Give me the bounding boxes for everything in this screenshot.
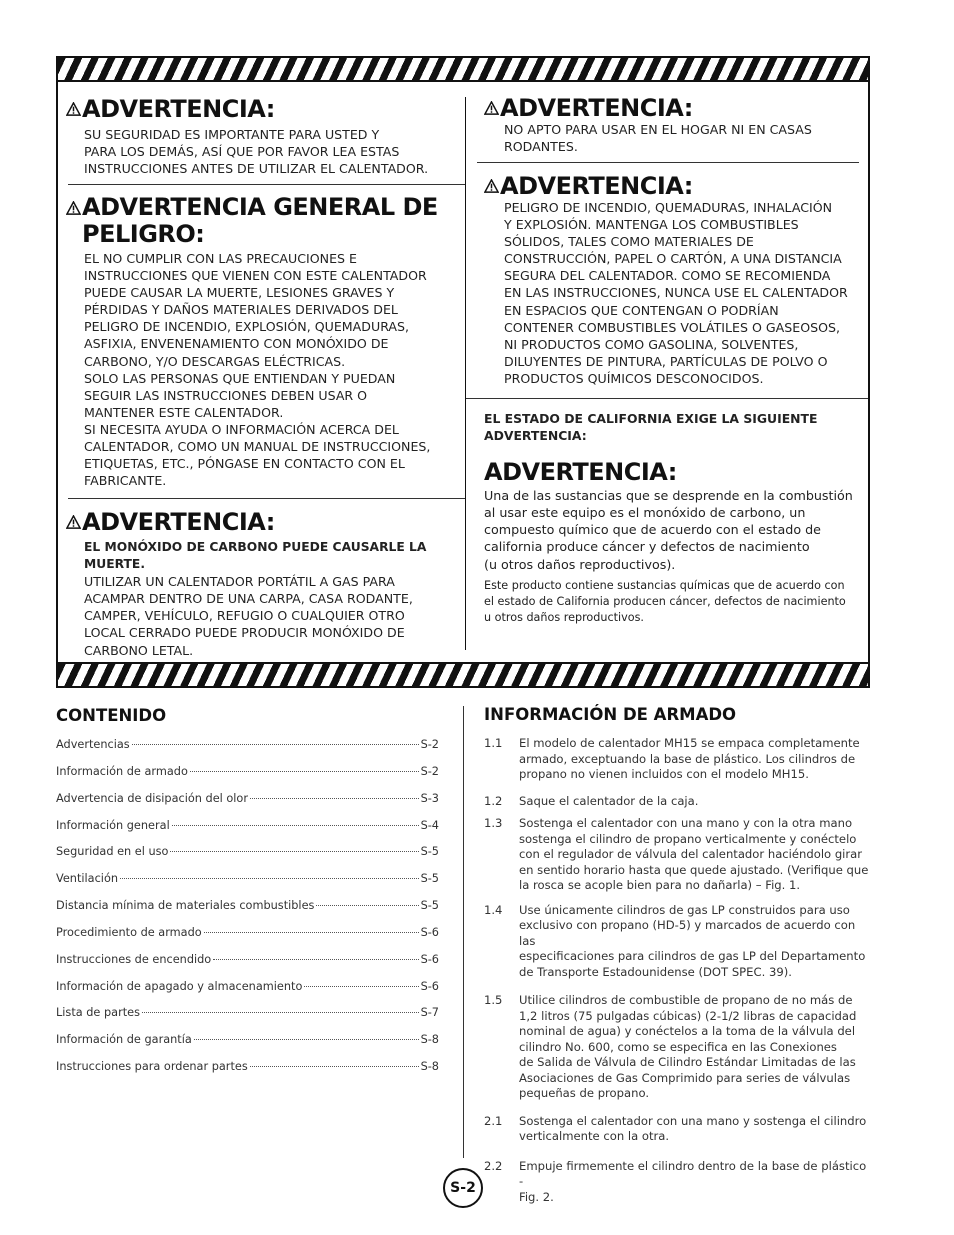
- step-text: Use únicamente cilindros de gas LP construidos para uso exclusivo con propano (HD-5) y marcados de acuerdo con las especificaciones para cilindros de gas LP del Departamento de Transporte Estadounidense (DOT SPEC. 39).: [519, 902, 866, 979]
- toc-item-page: S-6: [420, 925, 439, 939]
- toc-item-page: S-3: [420, 791, 439, 805]
- warning-title: ADVERTENCIA:: [484, 458, 677, 487]
- toc-item-page: S-2: [420, 738, 439, 751]
- toc-item[interactable]: [56, 1006, 439, 1033]
- toc-item-page: S-2: [420, 764, 439, 778]
- divider: [466, 398, 868, 399]
- toc-item-page: S-5: [420, 845, 439, 859]
- toc-item-page: S-7: [420, 1006, 439, 1020]
- toc-leader-dots: [142, 1012, 419, 1013]
- toc-leader-dots: [304, 986, 418, 987]
- warning-not-home: [484, 95, 864, 155]
- step-number: 1.2: [484, 793, 503, 808]
- toc-item[interactable]: [56, 926, 439, 953]
- toc-leader-dots: [194, 1039, 419, 1040]
- toc-item-page: S-8: [420, 1060, 439, 1074]
- toc-item-label: Información de armado: [56, 764, 188, 778]
- toc-leader-dots: [213, 959, 418, 960]
- california-small-text: Este producto contiene sustancias químicas que de acuerdo con el estado de California producen cáncer, defectos de nacimiento u otros daños reproductivos.: [484, 578, 846, 624]
- page-number-badge: S-2: [443, 1168, 483, 1208]
- toc-item[interactable]: [56, 953, 439, 980]
- warning-triangle-icon: [484, 179, 499, 193]
- california-notice: EL ESTADO DE CALIFORNIA EXIGE LA SIGUIENTE ADVERTENCIA:: [484, 411, 818, 444]
- assembly-steps: [484, 736, 874, 1205]
- step-number: 2.1: [484, 1113, 503, 1128]
- toc-leader-dots: [204, 932, 419, 933]
- toc-item[interactable]: [56, 872, 439, 899]
- toc-item-label: Lista de partes: [56, 1006, 140, 1020]
- step-text: Saque el calentador de la caja.: [519, 793, 699, 808]
- toc-item-page: S-6: [420, 979, 439, 993]
- warning-text: PELIGRO DE INCENDIO, QUEMADURAS, INHALACIÓN Y EXPLOSIÓN. MANTENGA LOS COMBUSTIBLES SÓLIDOS, TALES COMO MATERIALES DE CONSTRUCCIÓN, PAPEL O CARTÓN, A UNA DISTANCIA SEGURA DEL CALENTADOR. COMO SE RECOMIENDA EN LAS INSTRUCCIONES, NUNCA USE EL CALENTADOR EN ESPACIOS QUE CONTENGAN O PODRÍAN CONTENER COMBUSTIBLES VOLÁTILES O GASEOSOS, NI PRODUCTOS COMO GASOLINA, SOLVENTES, DILUYENTES DE PINTURA, PARTÍCULAS DE POLVO O PRODUCTOS QUÍMICOS DESCONOCIDOS.: [504, 200, 848, 386]
- warning-triangle-icon: [484, 101, 499, 115]
- hazard-stripe-top: [56, 56, 870, 82]
- toc-leader-dots: [172, 825, 419, 826]
- assembly-step: [484, 993, 874, 1102]
- step-text: El modelo de calentador MH15 se empaca completamente armado, exceptuando la base de plástico. Los cilindros de propano no vienen incluidos con el modelo MH15.: [519, 736, 860, 781]
- toc-item-label: Instrucciones para ordenar partes: [56, 1060, 248, 1074]
- toc-leader-dots: [132, 744, 419, 745]
- toc-item[interactable]: [56, 765, 439, 792]
- step-text: Sostenga el calentador con una mano y con la otra mano sostenga el cilindro de propano verticalmente y conéctelo con el regulador de válvula del calentador haciéndolo girar en sentido horario hasta que quede ajustado. (Verifique que la rosca se acople bien para no dañarla) – Fig. 1.: [519, 816, 869, 892]
- toc-item[interactable]: [56, 819, 439, 846]
- warning-safety: [66, 96, 462, 177]
- hazard-stripe-bottom: [56, 662, 870, 688]
- toc-item[interactable]: [56, 845, 439, 872]
- warning-general-hazard: [66, 194, 462, 489]
- toc-item-label: Información de apagado y almacenamiento: [56, 979, 303, 993]
- warning-text: SU SEGURIDAD ES IMPORTANTE PARA USTED Y PARA LOS DEMÁS, ASÍ QUE POR FAVOR LEA ESTAS INSTRUCCIONES ANTES DE UTILIZAR EL CALENTADOR.: [84, 127, 429, 177]
- toc-item-label: Advertencia de disipación del olor: [56, 791, 248, 805]
- california-text: Una de las sustancias que se desprende en la combustión al usar este equipo es el monóxido de carbono, un compuesto químico que de acuerdo con el estado de california produce cáncer y defectos de nacimiento (u otros daños reproductivos).: [484, 488, 853, 572]
- toc-item[interactable]: [56, 792, 439, 819]
- assembly-step: [484, 736, 874, 783]
- warning-title: ADVERTENCIA:: [500, 172, 693, 200]
- toc-item[interactable]: [56, 1060, 439, 1087]
- toc-item-label: Instrucciones de encendido: [56, 952, 212, 966]
- toc-leader-dots: [190, 771, 419, 772]
- toc-item-label: Ventilación: [56, 872, 119, 886]
- toc-item-label: Distancia mínima de materiales combustibles: [56, 899, 315, 913]
- warning-triangle-icon: [66, 102, 81, 116]
- toc-item-page: S-5: [420, 899, 439, 913]
- toc-leader-dots: [316, 905, 418, 906]
- column-divider: [463, 706, 464, 1158]
- toc-item-label: Información general: [56, 818, 170, 832]
- warning-text: UTILIZAR UN CALENTADOR PORTÁTIL A GAS PARA ACAMPAR DENTRO DE UNA CARPA, CASA RODANTE, CAMPER, VEHÍCULO, REFUGIO O CUALQUIER OTRO LOCAL CERRADO PUEDE PRODUCIR MONÓXIDO DE CARBONO LETAL.: [84, 574, 413, 658]
- warning-title: ADVERTENCIA GENERAL DE PELIGRO:: [82, 193, 438, 248]
- warning-text: EL NO CUMPLIR CON LAS PRECAUCIONES E INSTRUCCIONES QUE VIENEN CON ESTE CALENTADOR PUEDE CAUSAR LA MUERTE, LESIONES GRAVES Y PÉRDIDAS Y DAÑOS MATERIALES DERIVADOS DEL PELIGRO DE INCENDIO, EXPLOSIÓN, QUEMADURAS, ASFIXIA, ENVENENAMIENTO CON MONÓXIDO DE CARBONO, Y/O DESCARGAS ELÉCTRICAS. SOLO LAS PERSONAS QUE ENTIENDAN Y PUEDAN SEGUIR LAS INSTRUCCIONES DEBEN USAR O MANTENER ESTE CALENTADOR. SI NECESITA AYUDA O INFORMACIÓN ACERCA DEL CALENTADOR, COMO UN MANUAL DE INSTRUCCIONES, ETIQUETAS, ETC., PÓNGASE EN CONTACTO CON EL FABRICANTE.: [84, 251, 431, 489]
- warning-text: NO APTO PARA USAR EN EL HOGAR NI EN CASAS RODANTES.: [504, 122, 812, 155]
- warning-title: ADVERTENCIA:: [82, 95, 275, 123]
- warning-fire-hazard: [484, 173, 868, 387]
- divider: [68, 498, 465, 499]
- toc-item-page: S-4: [420, 818, 439, 832]
- toc-item-label: Advertencias: [56, 738, 130, 751]
- assembly-step: [484, 1159, 874, 1206]
- toc-item-page: S-8: [420, 1033, 439, 1047]
- warning-triangle-icon: [66, 201, 81, 215]
- step-number: 1.4: [484, 902, 503, 917]
- toc-item-label: Seguridad en el uso: [56, 845, 169, 859]
- step-number: 1.1: [484, 736, 503, 750]
- step-number: 1.5: [484, 993, 503, 1007]
- warning-column-divider: [465, 97, 466, 650]
- contents-title: CONTENIDO: [56, 706, 167, 725]
- step-text: Empuje firmemente el cilindro dentro de la base de plástico - Fig. 2.: [519, 1158, 867, 1204]
- divider: [477, 162, 859, 163]
- warning-lead: EL MONÓXIDO DE CARBONO PUEDE CAUSARLE LA MUERTE.: [84, 540, 427, 572]
- step-text: Utilice cilindros de combustible de propano de no más de 1,2 litros (75 pulgadas cúbicas) (2-1/2 libras de capacidad nominal de agua) y conéctelos a la toma de la válvula del cilindro No. 600, como se especifica en las Conexiones de Salida de Válvula de Cilindro Estándar Limitadas de las Asociaciones de Gas Comprimido para series de válvulas pequeñas de propano.: [519, 993, 857, 1100]
- step-text: Sostenga el calentador con una mano y sostenga el cilindro verticalmente con la otra.: [519, 1113, 867, 1143]
- warning-title: ADVERTENCIA:: [500, 94, 693, 122]
- assembly-title: INFORMACIÓN DE ARMADO: [484, 705, 737, 724]
- toc-leader-dots: [120, 878, 419, 879]
- assembly-step: [484, 903, 874, 981]
- assembly-step: [484, 794, 874, 810]
- step-number: 1.3: [484, 816, 503, 830]
- divider: [68, 184, 465, 185]
- warning-title: ADVERTENCIA:: [82, 508, 275, 536]
- toc-item-page: S-5: [420, 872, 439, 886]
- toc-leader-dots: [250, 1066, 419, 1067]
- california-warning: [484, 410, 868, 626]
- toc-item-label: Información de garantía: [56, 1033, 192, 1047]
- assembly-step: [484, 1114, 874, 1145]
- toc-item[interactable]: [56, 899, 439, 926]
- warning-triangle-icon: [66, 515, 81, 529]
- toc-leader-dots: [250, 798, 419, 799]
- toc-item[interactable]: [56, 738, 439, 765]
- assembly-step: [484, 816, 874, 894]
- step-number: 2.2: [484, 1158, 503, 1173]
- toc-item[interactable]: [56, 1033, 439, 1060]
- toc-item-page: S-6: [420, 952, 439, 966]
- toc-item-label: Procedimiento de armado: [56, 925, 202, 939]
- warning-carbon-monoxide: [66, 509, 462, 659]
- table-of-contents: [56, 738, 439, 1087]
- toc-item[interactable]: [56, 980, 439, 1007]
- toc-leader-dots: [170, 851, 418, 852]
